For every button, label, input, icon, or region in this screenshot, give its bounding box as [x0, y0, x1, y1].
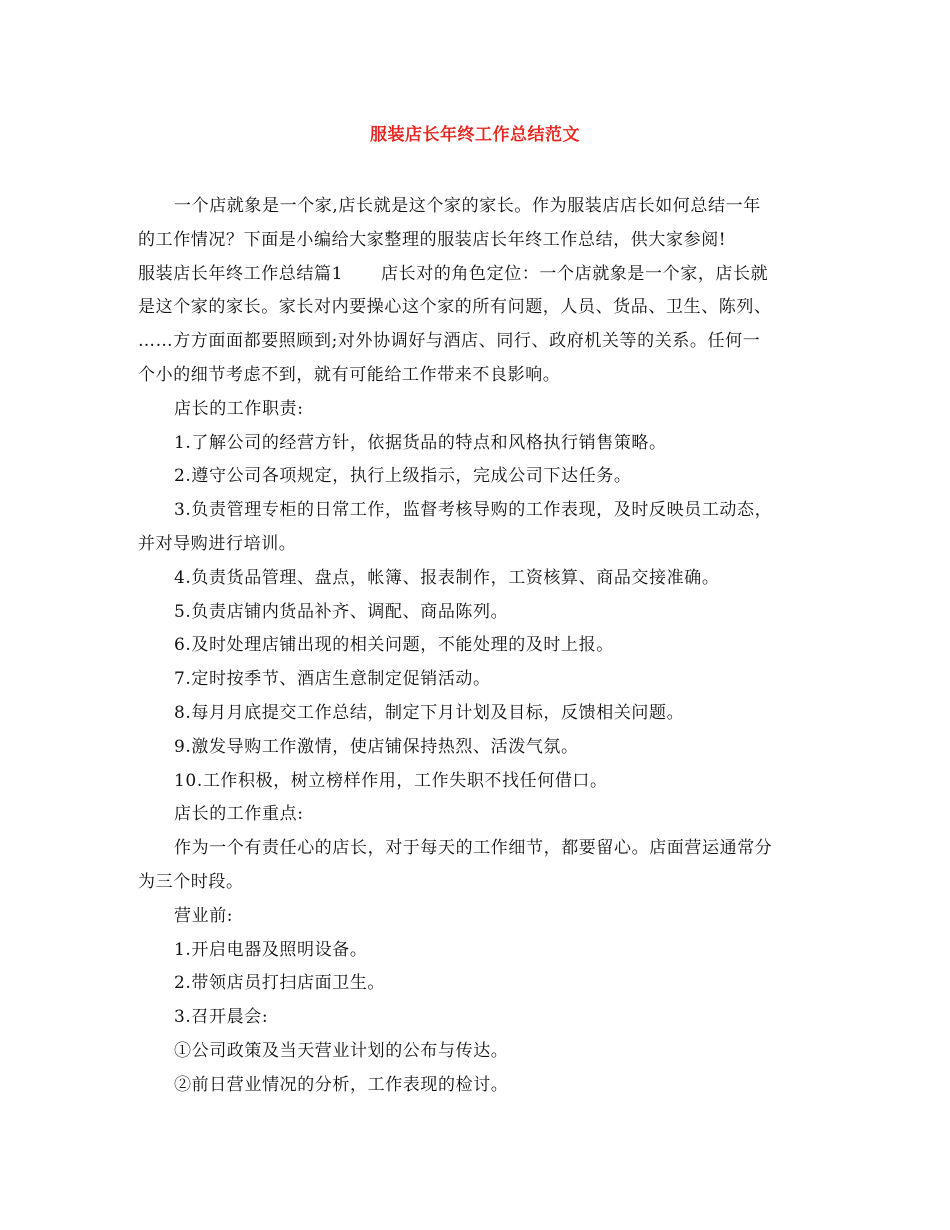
- duty-item: 6.及时处理店铺出现的相关问题，不能处理的及时上报。: [174, 635, 614, 656]
- role-line: 店长对的角色定位：一个店就象是一个家，店长就: [381, 263, 769, 284]
- duty-item: 7.定时按季节、酒店生意制定促销活动。: [174, 669, 491, 690]
- duty-item: 4.负责货品管理、盘点，帐簿、报表制作，工资核算、商品交接准确。: [174, 567, 720, 588]
- focus-heading: 店长的工作重点:: [174, 804, 304, 825]
- duty-item: 3.负责管理专柜的日常工作，监督考核导购的工作表现，及时反映员工动态，: [174, 500, 773, 521]
- article-heading: 服装店长年终工作总结篇1: [138, 263, 344, 284]
- duty-item: 1.了解公司的经营方针，依据货品的特点和风格执行销售策略。: [174, 432, 667, 453]
- document-body: [138, 190, 814, 1103]
- pre-business-item: ②前日营业情况的分析，工作表现的检讨。: [174, 1074, 509, 1095]
- pre-business-item: 2.带领店员打扫店面卫生。: [174, 973, 386, 994]
- document-title: 服装店长年终工作总结范文: [370, 125, 580, 145]
- role-line: 个小的细节考虑不到，就有可能给工作带来不良影响。: [138, 364, 561, 385]
- duty-item: 10.工作积极，树立榜样作用，工作失职不找任何借口。: [174, 770, 608, 791]
- duty-item: 9.激发导购工作激情，使店铺保持热烈、活泼气氛。: [174, 736, 579, 757]
- pre-business-item: 1.开启电器及照明设备。: [174, 939, 368, 960]
- pre-business-item: 3.召开晨会:: [174, 1007, 269, 1028]
- pre-business-heading: 营业前:: [174, 905, 234, 926]
- intro-line: 一个店就象是一个家,店长就是这个家的家长。作为服装店店长如何总结一年: [174, 196, 761, 216]
- duty-item: 2.遵守公司各项规定，执行上级指示，完成公司下达任务。: [174, 466, 632, 487]
- duty-item: 8.每月月底提交工作总结，制定下月计划及目标，反馈相关问题。: [174, 702, 685, 723]
- focus-line: 为三个时段。: [138, 871, 244, 892]
- role-line: 是这个家的家长。家长对内要操心这个家的所有问题，人员、货品、卫生、陈列、: [138, 297, 772, 318]
- duties-heading: 店长的工作职责:: [174, 398, 304, 419]
- duty-item: 5.负责店铺内货品补齐、调配、商品陈列。: [174, 601, 509, 622]
- role-paragraph-first-line: [138, 258, 814, 292]
- role-line: ……方方面面都要照顾到;对外协调好与酒店、同行、政府机关等的关系。任何一: [138, 331, 761, 352]
- focus-line: 作为一个有责任心的店长，对于每天的工作细节，都要留心。店面营运通常分: [174, 838, 773, 859]
- duty-item-continued: 并对导购进行培训。: [138, 533, 297, 554]
- intro-line: 的工作情况？下面是小编给大家整理的服装店长年终工作总结，供大家参阅!: [138, 229, 727, 250]
- pre-business-item: ①公司政策及当天营业计划的公布与传达。: [174, 1040, 509, 1061]
